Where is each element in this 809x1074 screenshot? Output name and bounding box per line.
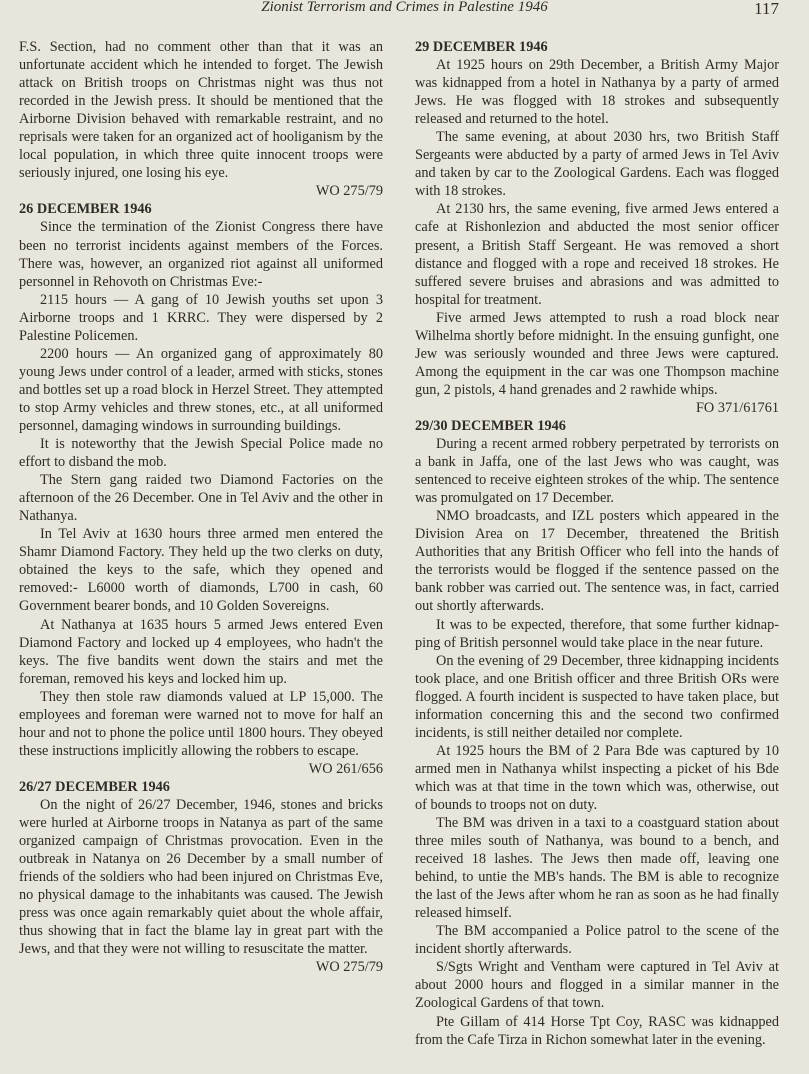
paragraph: Pte Gillam of 414 Horse Tpt Coy, RASC was kidnapped from the Cafe Tirza in Richon somewhat later in the evening. <box>415 1013 779 1048</box>
section-heading: 29/30 DECEMBER 1946 <box>415 417 566 434</box>
paragraph: Five armed Jews attempted to rush a road block near Wilhelma shortly before midnight. In the ensuing gunfight, one Jew was seriously wounded and three Jews were captured. Among the equipment in the car was one Thompson machine gun, 2 pistols, 4 hand grenades and 2 rawhide whips. <box>415 309 779 398</box>
paragraph: On the evening of 29 December, three kidnapping incidents took place, and one British officer and three British ORs were flogged. A fourth incident is suspected to have taken place, but information concerning this and the second two confirmed incidents, is still neither detailed nor complete. <box>415 652 779 741</box>
paragraph: NMO broadcasts, and IZL posters which appeared in the Division Area on 17 December, threatened the British Authorities that any British Officer who fell into the hands of the terrorists would be flogged if the sentence passed on the bank robber was carried out. The sentence was, in fact, carried out shortly afterwards. <box>415 508 779 615</box>
paragraph: The Stern gang raided two Diamond Factories on the afternoon of the 26 December. One in Tel Aviv and the other in Nathanya. <box>19 472 383 525</box>
section-heading: 26 DECEMBER 1946 <box>19 201 152 218</box>
page-header <box>0 0 809 22</box>
source-reference: FO 371/61761 <box>695 399 779 416</box>
section-heading: 29 DECEMBER 1946 <box>415 39 548 55</box>
paragraph: At Nathanya at 1635 hours 5 armed Jews entered Even Diamond Factory and locked up 4 employees, who hadn't the keys. The five bandits went down the stairs and met the foreman, removed his keys and locked him up. <box>19 616 383 687</box>
paragraph: In Tel Aviv at 1630 hours three armed men entered the Shamr Diamond Factory. They held up the two clerks on duty, obtained the keys to the safe, which they opened and removed:- L6000 worth of diamonds, L700 in cash, 60 Government bearer bonds, and 10 Golden Sovereigns. <box>19 526 383 615</box>
paragraph: On the night of 26/27 December, 1946, stones and bricks were hurled at Airborne troops in Natanya as part of the same organized campaign of Christmas provocation. Even in the outbreak in Natanya on 26 December by a small number of friends of the soldiers who had been injured on Christmas Eve, no physical damage to the inhabitants was caused. The Jewish press was once again remarkably quiet about the whole affair, thus showing that in fact the blame lay in great part with the Jews, and that they were not willing to resuscitate the matter. <box>19 796 383 958</box>
running-title: Zionist Terrorism and Crimes in Palestine 1946 <box>261 0 548 15</box>
left-column <box>19 38 383 976</box>
paragraph: F.S. Section, had no comment other than that it was an unfortunate accident which he intended to forget. The Jewish attack on British troops on Christmas night was thus not recorded in the Jewish press. It should be mentioned that the Airborne Division behaved with remarkable restraint, and no reprisals were taken for an organized act of hooliganism by the local population, in which three quite innocent troops were seriously injured, one losing his eye. <box>19 39 383 182</box>
paragraph: The BM accompanied a Police patrol to the scene of the incident shortly afterwards. <box>415 923 779 958</box>
page-number: 117 <box>754 0 779 18</box>
paragraph: At 1925 hours on 29th December, a British Army Major was kidnapped from a hotel in Nathanya by a party of armed Jews. He was flogged with 18 strokes and subsequently released and returned to the hotel. <box>415 57 779 128</box>
paragraph: 2200 hours — An organized gang of approximately 80 young Jews under control of a leader, armed with sticks, stones and bottles set up a road block in Herzel Street. They attempted to stop Army vehicles and threw stones, etc., at all uniformed personnel, damaging windows in surrounding buildings. <box>19 345 383 434</box>
paragraph: During a recent armed robbery perpetrated by terrorists on a bank in Jaffa, one of the last Jews who was caught, was sentenced to receive eighteen strokes of the whip. The sentence was promulgated on 17 December. <box>415 436 779 507</box>
section-heading: 26/27 DECEMBER 1946 <box>19 778 170 795</box>
paragraph: It is noteworthy that the Jewish Special Police made no effort to disband the mob. <box>19 436 383 471</box>
source-reference: WO 261/656 <box>308 760 383 777</box>
paragraph: 2115 hours — A gang of 10 Jewish youths set upon 3 Airborne troops and 1 KRRC. They were dispersed by 2 Palestine Policemen. <box>19 291 383 344</box>
paragraph: They then stole raw diamonds valued at LP 15,000. The employees and foreman were warned not to move for half an hour and not to phone the police until 1800 hours. They obeyed these instructions implicitly allowing the robbers to escape. <box>19 688 383 759</box>
paragraph: The same evening, at about 2030 hrs, two British Staff Sergeants were abducted by a party of armed Jews in Tel Aviv and taken by car to the Zoological Gardens. Each was flogged with 18 strokes. <box>415 129 779 200</box>
paragraph: At 1925 hours the BM of 2 Para Bde was captured by 10 armed men in Nathanya whilst inspecting a picket of his Bde which was at that time in the town which was, otherwise, out of bounds to troops not on duty. <box>415 742 779 813</box>
paragraph: Since the termination of the Zionist Congress there have been no terrorist incidents against members of the Forces. There was, however, an organized riot against all uniformed personnel in Rehovoth on Christmas Eve:- <box>19 219 383 290</box>
paragraph: It was to be expected, therefore, that some further kidnapping of British personnel would take place in the near future. <box>415 616 779 651</box>
paragraph: The BM was driven in a taxi to a coastguard station about three miles south of Nathanya, was bound to a bench, and received 18 lashes. The Jews then made off, leaving one behind, to untie the MB's hands. The BM is able to recognize the last of the Jews after whom he ran as soon as he had finally released himself. <box>415 815 779 922</box>
paragraph: S/Sgts Wright and Ventham were captured in Tel Aviv at about 2000 hours and flogged in a similar manner in the Zoological Gardens of that town. <box>415 959 779 1012</box>
paragraph: At 2130 hrs, the same evening, five armed Jews entered a cafe at Rishonlezion and abducted the most senior officer present, a British Staff Sergeant. He was removed a short distance and flogged with a rope and received 18 strokes. He suffered severe bruises and abrasions and was admitted to hospital for treatment. <box>415 201 779 308</box>
right-column <box>415 38 779 1049</box>
source-reference: WO 275/79 <box>315 183 383 200</box>
source-reference: WO 275/79 <box>315 959 383 976</box>
